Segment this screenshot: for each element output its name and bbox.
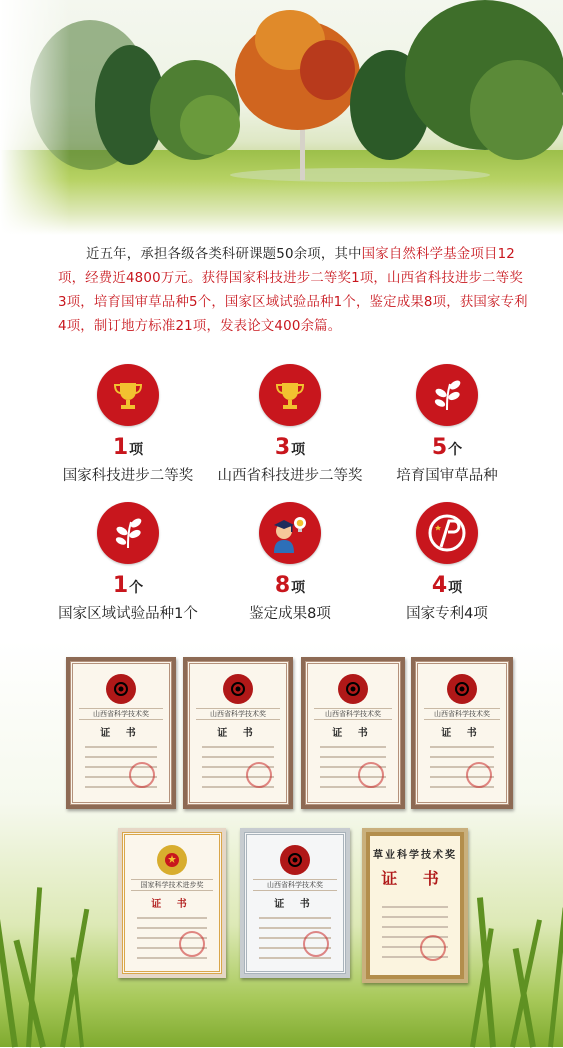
stat-number: 3: [274, 435, 291, 460]
intro-lead-text: 近五年，承担各级各类科研课题50余项，其中: [86, 247, 362, 262]
award-emblem-icon: [223, 674, 253, 704]
scholar-idea-icon: [259, 502, 321, 564]
stat-label: 国家区域试验品种1个: [58, 606, 198, 622]
stat-unit: 个: [448, 442, 463, 458]
patent-icon: [416, 502, 478, 564]
stat-unit: 项: [448, 580, 463, 596]
certificate-word: 证 书: [151, 899, 193, 910]
certificate-word: 证 书: [217, 728, 259, 739]
stat-unit: 项: [291, 442, 306, 458]
award-emblem-icon: [106, 674, 136, 704]
stat-label: 鉴定成果8项: [249, 606, 331, 622]
certificate-shanxi-2: [183, 657, 293, 809]
seal-stamp: [246, 762, 272, 788]
seal-stamp: [358, 762, 384, 788]
stat-number: 4: [431, 573, 448, 598]
stat-regional-trial: [38, 502, 218, 623]
seal-stamp: [129, 762, 155, 788]
stat-label: 国家科技进步二等奖: [62, 468, 194, 484]
certificate-title: 山西省科学技术奖: [79, 708, 163, 720]
certificate-word: 证 书: [381, 869, 449, 888]
stat-national-patents: [357, 502, 537, 623]
header-landscape-image: [0, 0, 563, 235]
certificate-national: [118, 828, 226, 978]
stat-unit: 个: [129, 580, 144, 596]
stat-number: 1: [112, 573, 129, 598]
stat-label: 山西省科技进步二等奖: [217, 468, 363, 484]
stat-number: 8: [274, 573, 291, 598]
certificate-word: 证 书: [274, 899, 316, 910]
seal-stamp: [303, 931, 329, 957]
stat-provincial-award: [200, 364, 380, 485]
seal-stamp: [420, 935, 446, 961]
certificate-shanxi-1: [66, 657, 176, 809]
award-emblem-icon: [338, 674, 368, 704]
certificate-word: 证 书: [441, 728, 483, 739]
stat-label: 国家专利4项: [406, 606, 488, 622]
certificate-title: 山西省科学技术奖: [314, 708, 392, 720]
intro-highlight-text: 国家自然科学基金项目12项，经费近4800万元。获得国家科技进步二等奖1项，山西省科技进步二等奖3项，培育国审草品种5个，国家区域试验品种1个，鉴定成果8项，获国家专利4项，制订地方标准21项，发表论文400余篇。: [58, 247, 528, 334]
intro-paragraph: [58, 243, 528, 339]
stat-number: 1: [112, 435, 129, 460]
certificate-shanxi-5: [240, 828, 350, 978]
award-emblem-icon: [280, 845, 310, 875]
trophy-icon: [97, 364, 159, 426]
seal-stamp: [179, 931, 205, 957]
certificate-grassland-award: [362, 828, 468, 983]
certificate-shanxi-4: [411, 657, 513, 809]
certificate-shanxi-3: [301, 657, 405, 809]
certificate-title: 山西省科学技术奖: [424, 708, 500, 720]
seal-stamp: [466, 762, 492, 788]
plant-sprout-icon: [416, 364, 478, 426]
award-emblem-icon: [447, 674, 477, 704]
trophy-icon: [259, 364, 321, 426]
stat-label: 培育国审草品种: [396, 468, 498, 484]
stat-grass-varieties: [357, 364, 537, 485]
stat-national-award: [38, 364, 218, 485]
stat-appraisal-results: [200, 502, 380, 623]
certificate-title: 山西省科学技术奖: [253, 879, 337, 891]
certificate-word: 证 书: [332, 728, 374, 739]
stat-unit: 项: [291, 580, 306, 596]
stat-unit: 项: [129, 442, 144, 458]
stat-number: 5: [431, 435, 448, 460]
certificate-word: 证 书: [100, 728, 142, 739]
certificate-title: 山西省科学技术奖: [196, 708, 280, 720]
garden-path: [230, 168, 490, 182]
plant-sprout-icon: [97, 502, 159, 564]
certificate-title: 草业科学技术奖: [373, 850, 457, 861]
national-emblem-icon: [157, 845, 187, 875]
certificate-title: 国家科学技术进步奖: [131, 879, 213, 891]
